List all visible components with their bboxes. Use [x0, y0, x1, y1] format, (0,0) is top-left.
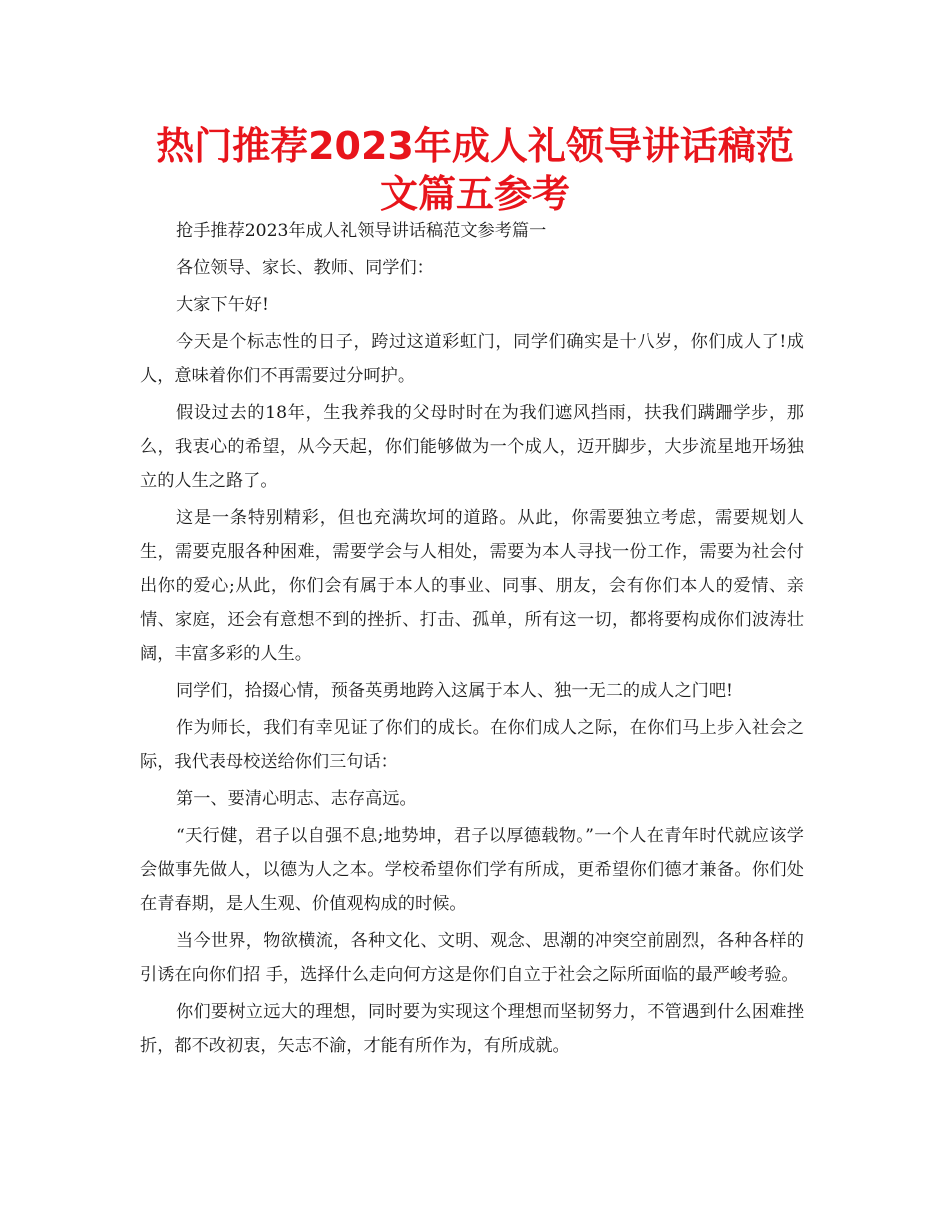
paragraph: 你们要树立远大的理想，同时要为实现这个理想而坚韧努力，不管遇到什么困难挫折，都不改初衷，矢志不渝，才能有所作为，有所成就。 [140, 1002, 804, 1056]
paragraph: 当今世界，物欲横流，各种文化、文明、观念、思潮的冲突空前剧烈，各种各样的引诱在向你们招 手，选择什么走向何方这是你们自立于社会之际所面临的最严峻考验。 [140, 931, 804, 985]
paragraph: 大家下午好! [176, 295, 269, 315]
paragraph: “天行健，君子以自强不息;地势坤，君子以厚德载物。”一个人在青年时代就应该学会做事先做人，以德为人之本。学校希望你们学有所成，更希望你们德才兼备。你们处在青春期，是人生观、价值观构成的时候。 [140, 826, 804, 914]
paragraph: 第一、要清心明志、志存高远。 [176, 789, 417, 809]
paragraph: 这是一条特别精彩，但也充满坎坷的道路。从此，你需要独立考虑，需要规划人生，需要克服各种困难，需要学会与人相处，需要为本人寻找一份工作，需要为社会付出你的爱心;从此，你们会有属于本人的事业、同事、朋友，会有你们本人的爱情、亲情、家庭，还会有意想不到的挫折、打击、孤单，所有这一切，都将要构成你们波涛壮阔，丰富多彩的人生。 [140, 508, 804, 664]
paragraph: 今天是个标志性的日子，跨过这道彩虹门，同学们确实是十八岁，你们成人了!成人，意味着你们不再需要过分呵护。 [140, 332, 804, 386]
document-body [140, 214, 804, 1066]
paragraph: 抢手推荐2023年成人礼领导讲话稿范文参考篇一 [176, 221, 547, 241]
document-title: 热门推荐2023年成人礼领导讲话稿范文篇五参考 [156, 124, 794, 216]
paragraph: 作为师长，我们有幸见证了你们的成长。在你们成人之际，在你们马上步入社会之际，我代表母校送给你们三句话： [140, 718, 804, 772]
paragraph: 同学们，拾掇心情，预备英勇地跨入这属于本人、独一无二的成人之门吧! [176, 681, 733, 701]
paragraph: 假设过去的18年，生我养我的父母时时在为我们遮风挡雨，扶我们蹒跚学步，那么，我衷心的希望，从今天起，你们能够做为一个成人，迈开脚步，大步流星地开场独立的人生之路了。 [140, 403, 804, 491]
paragraph: 各位领导、家长、教师、同学们： [176, 258, 434, 278]
